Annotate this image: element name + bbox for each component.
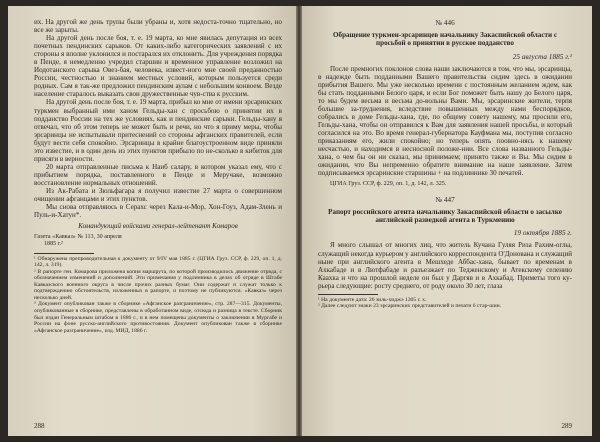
document-title: Обращение туркмен-эрсаринцев начальнику Закаспийской области с просьбой о принятии в русское подданство	[333, 31, 557, 48]
document-date: 19 октября 1885 г.	[513, 228, 572, 238]
footnote: ² В рапорте ген. Комарова приложена копия маршрута, по которой производилось движение отряда, с обозначением изменений и дополнений. Эти примечания у подлинника в делах об отряде в Штабе Кавказского военного округа в числе прочих разных бумаг. Они содержат и служат только к подтверждению обстоятельств, изложенных в рапорте, и поэтому не публикуются. «Кавказ» через несколько дней.	[34, 268, 282, 301]
footnote: ¹ Обнаружена препроводительная к документу от 9/IV мая 1885 г. (ЦГИА Груз. ССР, ф. 229, оп. 1, д. 142, л. 319).	[34, 255, 282, 269]
document-paragraph: Я много слышал от многих лиц, что житель Кучана Гуляя Риза Рахим-оглы, служащий некогда курьером у английского корреспондента О'Донована и служащий ныне при английского агента в Мешхеде Аббас-хана, бывает по временам в Ахкабаде и в Лютфабаде и разъезжает по Тедженскому и Атекскому селению Каахка и что на прошлой неделе он был у Даргяв и в Ахкабад. Приметы того ку-рьера следующие: росту среднего, от роду около 30 лет, глаза	[318, 241, 572, 290]
document-date: 25 августа 1885 г.¹	[512, 51, 572, 61]
left-paragraph: Мы снова отправляюсь в Серахс через Кала-и-Мор, Хон-Гоуз, Адам-Злень и Пуль-и-Хатун*.	[34, 203, 282, 220]
document-number: № 446	[435, 19, 455, 27]
document-number: № 447	[435, 195, 455, 204]
source-line: 1885 г.²	[44, 241, 63, 248]
footnote: ¹ На документе дата: 26 зиль-хиджэ 1305 г. х.	[318, 296, 427, 303]
document-title: Рапорт российского агента начальнику Закаспийской области о засылке английской разведкой агента в Туркмению	[328, 207, 562, 225]
document-paragraph: После премногих поклонов слова наши заключаются в том, что мы, эрсаринцы, в надежде быть подданными Вашего правительства сидим здесь в ожидании прибытия Вашего. Мы уже несколько времени с постоянным желанием ждем, как бы стать подданными Белого царя, и если Бог поможет быть нашу до Белого царя, то мы будем весьма и весьма до-вольны Вами. Мы, эрсаринские жители, терпя большие за-труднения, вследствие повышенных между нами беспорядков, собрались в доме Гельды-хана, где, по общему совету нашему, мы просили его, Гельды-хана, чтобы он отправился к Вам для заявления нашей просьбы, и который согласился на это. Во время генерал-губернатора Кауфмана мы, поступив согласно приказаниям его, жили спокойно; но теперь опять поовно-нясь к нашему несчастью, и находимся в несносной положе-нии. Все слова названного Гельды-хана, о чем бы он ни сказал, мы принимаем; принято также и Вы. Мы сидим в ожидании, что Вы непременно обратите внимание на наше заявление. Затем подписываемся эрсаринские старшины + на подлиннике 30 печатей.	[318, 64, 572, 178]
left-paragraph: 20 марта отправленные письма к Наиб салару, в котором указал ему, что с прибытием порядка, поставленного в Пенде и Меручаке, возможно восстановление нормальных отношений.	[34, 162, 282, 187]
source-line: Газета «Кавказ» № 113, 30 апреля	[34, 234, 122, 241]
left-paragraph: На другой день после боя, т. е. 19 марта, ко мне явилась депутация из всех почетных пендинских сарыков. От каких-либо категорических заявлений с их стороны я вполне уклонился и постарался их отклонить. Для учреждения порядка в Пенде, я немедленно учредил старшин и временное управление возложил на Иодотанского сарыка Овез-бая, человека, извест-ного мне своей преданностью России, честностью и знанием местных условий, которым пользуется среди родных. Сам я так-же предложил пендинским аулам с небольшим конвоем. Везде население старалось выказать свои дружественные чув-ства к русским.	[34, 34, 282, 99]
page-number: 288	[34, 422, 45, 430]
footnote: ² Далее следуют знаки 23 эрсаринских представителей и печати 6 стар-шин.	[318, 303, 502, 310]
right-page	[302, 6, 592, 436]
left-paragraph: их. На другой же день трупы были убраны и, хотя недоста-точно тщательно, но все же зарыты.	[34, 18, 282, 35]
left-paragraph: На другой день после боя, т. е. 19 марта, прибыл ко мне от имени эрсаринских туркмен выбранный ими ханом Гельды-хан с просьбою о принятии их в подданство России на тех же условиях, как и пендинские сарыки. Гельды-хану я отвечал, что об этом теперь не может быть и речи, но что я приму меры, чтобы эрсаринцы не испытывали притеснений со стороны афганских правителей, если будут вести себя спокойно. Эрсаринцы в крайне благоустроенном виде приняли это известие, и в один день из этих пунктов прибыло по не-сколько в кибиток для присяги в верности.	[34, 98, 282, 163]
left-paragraph: Из Ак-Рабата и Зюльфагара я получил известие 27 марта о совершенном очищении афганцами и этих пунктов.	[34, 186, 282, 204]
footnote-divider	[318, 294, 378, 295]
footnote-divider	[34, 253, 94, 254]
left-page	[8, 6, 296, 436]
source-citation: ЦГИА Груз. ССР, ф. 229, оп. 1, д. 142, л. 325.	[330, 181, 447, 188]
footnote: ³ Документ опубликован также в сборнике «Афганское разграничение», стр. 287—315. Документы, опубликованные в сборнике, представлены в обработанном виде, отсюда и разница в тексте. Сборник был издан Генеральным штабом в 1886 г., и в нем помещены документы о заключении в Мургабе и России на фоне русско-английского противостояния. Документ опубликован также в сборнике «Афганское разграничение», изд. МИД, 1886 г.	[34, 301, 282, 334]
spacer	[318, 189, 572, 195]
page-number: 289	[561, 422, 572, 430]
signature: Командующий войсками генерал-лейтенант Комаров	[78, 222, 238, 231]
source-citation	[34, 234, 282, 248]
